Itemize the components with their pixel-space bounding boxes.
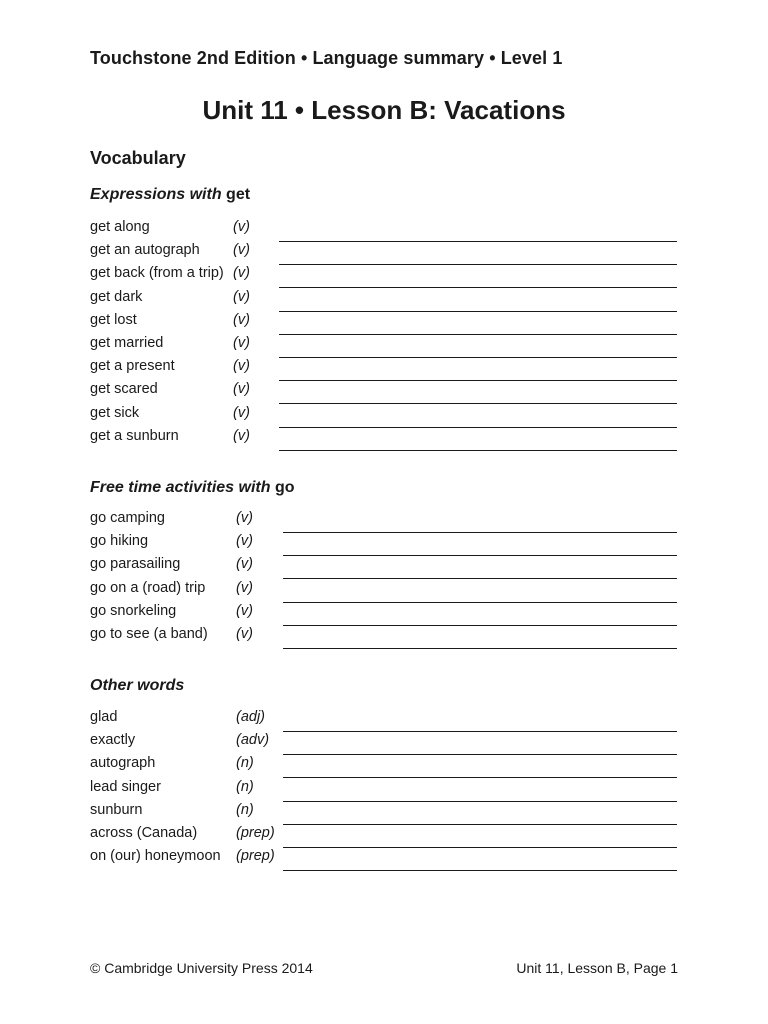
answer-line[interactable] (279, 311, 677, 312)
vocab-word: get an autograph (90, 242, 200, 259)
answer-line[interactable] (279, 380, 677, 381)
page-title: Unit 11 • Lesson B: Vacations (202, 95, 566, 125)
answer-line[interactable] (279, 403, 677, 404)
answer-line[interactable] (279, 357, 677, 358)
document-header: Touchstone 2nd Edition • Language summary • Level 1 (90, 48, 563, 68)
vocab-word: go camping (90, 510, 165, 526)
answer-line[interactable] (279, 287, 677, 288)
vocab-word: go hiking (90, 533, 149, 550)
part-of-speech: (adv) (236, 732, 270, 749)
section-heading-vocabulary: Vocabulary (90, 148, 186, 168)
vocab-word: go snorkeling (90, 602, 177, 619)
answer-line[interactable] (283, 532, 677, 533)
vocab-word: get dark (90, 288, 143, 305)
part-of-speech: (v) (233, 219, 250, 235)
part-of-speech: (v) (233, 265, 250, 282)
answer-line[interactable] (283, 625, 677, 626)
subheading-other-words (90, 677, 184, 695)
vocab-word: get lost (90, 311, 137, 328)
vocab-word: get a sunburn (90, 427, 179, 444)
vocab-word: get along (90, 219, 150, 235)
part-of-speech: (prep) (236, 824, 275, 841)
part-of-speech: (adj) (236, 709, 266, 725)
answer-line[interactable] (279, 334, 677, 335)
answer-line[interactable] (283, 777, 677, 778)
answer-line[interactable] (283, 578, 677, 579)
answer-line[interactable] (283, 602, 677, 603)
answer-line[interactable] (283, 847, 677, 848)
vocab-word: exactly (90, 732, 136, 749)
answer-line[interactable] (279, 427, 677, 428)
part-of-speech: (prep) (236, 848, 275, 865)
part-of-speech: (v) (236, 556, 253, 573)
answer-line[interactable] (283, 801, 677, 802)
vocab-word: go on a (road) trip (90, 579, 206, 596)
subheading-keyword: get (226, 186, 251, 203)
part-of-speech: (v) (236, 510, 253, 526)
answer-line[interactable] (283, 754, 677, 755)
answer-line[interactable] (283, 648, 677, 649)
subheading-free-time-activities-with-go (90, 479, 295, 497)
part-of-speech: (v) (233, 311, 250, 328)
vocab-word: go parasailing (90, 556, 181, 573)
part-of-speech: (n) (236, 801, 254, 818)
part-of-speech: (v) (236, 579, 253, 596)
subheading-italic: Other words (90, 677, 185, 694)
part-of-speech: (v) (233, 288, 250, 305)
part-of-speech: (v) (236, 625, 253, 642)
subheading-italic: Expressions with (90, 186, 222, 203)
part-of-speech: (v) (233, 404, 250, 421)
answer-line[interactable] (283, 870, 677, 871)
vocab-word: get scared (90, 381, 158, 398)
answer-line[interactable] (279, 264, 677, 265)
footer-page-info: Unit 11, Lesson B, Page 1 (516, 960, 678, 976)
subheading-expressions-with-get (90, 186, 250, 204)
answer-line[interactable] (283, 824, 677, 825)
vocab-word: sunburn (90, 801, 143, 818)
vocab-word: get a present (90, 358, 175, 375)
part-of-speech: (v) (233, 381, 250, 398)
vocab-word: lead singer (90, 778, 161, 795)
part-of-speech: (v) (233, 427, 250, 444)
subheading-italic: Free time activities with (90, 479, 271, 496)
vocab-word: on (our) honeymoon (90, 848, 221, 865)
footer-copyright: © Cambridge University Press 2014 (90, 960, 313, 976)
answer-line[interactable] (283, 555, 677, 556)
vocab-word: go to see (a band) (90, 625, 208, 642)
vocab-word: autograph (90, 755, 156, 772)
part-of-speech: (v) (236, 602, 253, 619)
vocab-word: across (Canada) (90, 824, 198, 841)
part-of-speech: (v) (233, 358, 250, 375)
vocab-word: get sick (90, 404, 140, 421)
answer-line[interactable] (279, 241, 677, 242)
vocab-word: glad (90, 709, 118, 725)
part-of-speech: (v) (233, 242, 250, 259)
answer-line[interactable] (283, 731, 677, 732)
answer-line[interactable] (279, 450, 677, 451)
part-of-speech: (v) (236, 533, 253, 550)
vocab-word: get married (90, 334, 164, 351)
vocab-word: get back (from a trip) (90, 265, 224, 282)
part-of-speech: (n) (236, 755, 254, 772)
subheading-keyword: go (274, 479, 295, 496)
part-of-speech: (n) (236, 778, 254, 795)
part-of-speech: (v) (233, 334, 250, 351)
